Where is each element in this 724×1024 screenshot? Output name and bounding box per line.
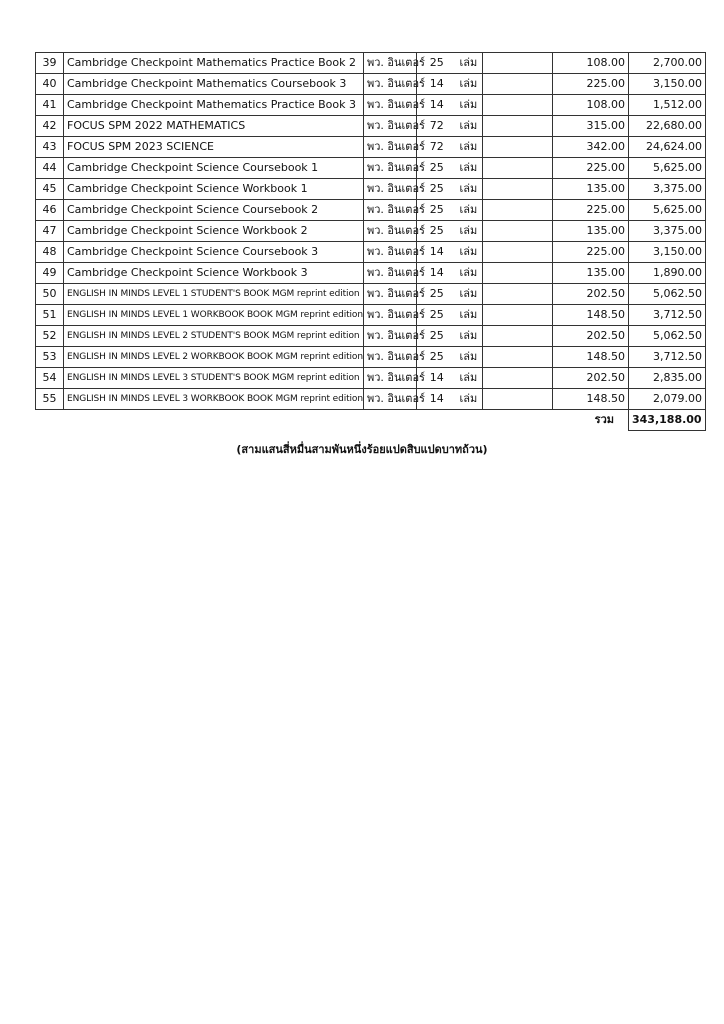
quantity: 25 <box>417 284 457 305</box>
line-amount: 3,712.50 <box>629 347 706 368</box>
row-number: 53 <box>36 347 64 368</box>
table-row <box>36 200 706 221</box>
unit-price: 135.00 <box>553 221 629 242</box>
quantity: 25 <box>417 158 457 179</box>
unit-price: 342.00 <box>553 137 629 158</box>
blank-cell <box>483 242 553 263</box>
quantity: 14 <box>417 389 457 410</box>
line-amount: 3,712.50 <box>629 305 706 326</box>
book-title: FOCUS SPM 2023 SCIENCE <box>64 137 364 158</box>
quantity: 25 <box>417 200 457 221</box>
quantity: 25 <box>417 53 457 74</box>
quantity: 25 <box>417 326 457 347</box>
blank-cell <box>483 74 553 95</box>
blank-cell <box>483 284 553 305</box>
blank-cell <box>483 200 553 221</box>
row-number: 43 <box>36 137 64 158</box>
quantity: 14 <box>417 263 457 284</box>
unit-price: 225.00 <box>553 158 629 179</box>
unit: เล่ม <box>457 95 483 116</box>
table-row <box>36 326 706 347</box>
publisher: พว. อินเตอร์ <box>364 116 417 137</box>
row-number: 39 <box>36 53 64 74</box>
blank-cell <box>483 53 553 74</box>
unit-price: 315.00 <box>553 116 629 137</box>
book-title: Cambridge Checkpoint Science Coursebook 2 <box>64 200 364 221</box>
line-amount: 3,150.00 <box>629 242 706 263</box>
publisher: พว. อินเตอร์ <box>364 347 417 368</box>
unit: เล่ม <box>457 347 483 368</box>
line-amount: 1,512.00 <box>629 95 706 116</box>
row-number: 40 <box>36 74 64 95</box>
unit-price: 225.00 <box>553 74 629 95</box>
blank-cell <box>483 137 553 158</box>
book-title: ENGLISH IN MINDS LEVEL 2 STUDENT'S BOOK MGM reprint edition <box>64 326 364 347</box>
row-number: 55 <box>36 389 64 410</box>
unit-price: 135.00 <box>553 263 629 284</box>
publisher: พว. อินเตอร์ <box>364 284 417 305</box>
table-body <box>36 53 706 410</box>
line-amount: 3,375.00 <box>629 221 706 242</box>
line-amount: 5,625.00 <box>629 158 706 179</box>
row-number: 52 <box>36 326 64 347</box>
table-row <box>36 221 706 242</box>
line-amount: 5,062.50 <box>629 284 706 305</box>
book-title: ENGLISH IN MINDS LEVEL 3 WORKBOOK BOOK MGM reprint edition <box>64 389 364 410</box>
table-row <box>36 284 706 305</box>
row-number: 54 <box>36 368 64 389</box>
unit: เล่ม <box>457 242 483 263</box>
table-row <box>36 242 706 263</box>
unit: เล่ม <box>457 326 483 347</box>
quantity: 14 <box>417 368 457 389</box>
row-number: 49 <box>36 263 64 284</box>
row-number: 51 <box>36 305 64 326</box>
publisher: พว. อินเตอร์ <box>364 389 417 410</box>
row-number: 47 <box>36 221 64 242</box>
publisher: พว. อินเตอร์ <box>364 179 417 200</box>
book-title: Cambridge Checkpoint Science Coursebook 3 <box>64 242 364 263</box>
unit-price: 135.00 <box>553 179 629 200</box>
blank-cell <box>483 116 553 137</box>
unit-price: 148.50 <box>553 347 629 368</box>
table-row <box>36 263 706 284</box>
blank-cell <box>483 368 553 389</box>
line-amount: 24,624.00 <box>629 137 706 158</box>
table-row <box>36 53 706 74</box>
quantity: 72 <box>417 116 457 137</box>
quantity: 14 <box>417 242 457 263</box>
quantity: 14 <box>417 74 457 95</box>
row-number: 41 <box>36 95 64 116</box>
unit: เล่ม <box>457 284 483 305</box>
unit: เล่ม <box>457 305 483 326</box>
table-row <box>36 368 706 389</box>
quantity: 25 <box>417 179 457 200</box>
book-title: Cambridge Checkpoint Science Workbook 2 <box>64 221 364 242</box>
blank-cell <box>483 389 553 410</box>
blank-cell <box>483 158 553 179</box>
book-title: ENGLISH IN MINDS LEVEL 1 WORKBOOK BOOK MGM reprint edition <box>64 305 364 326</box>
total-value: 343,188.00 <box>629 410 706 431</box>
line-amount: 5,625.00 <box>629 200 706 221</box>
quantity: 25 <box>417 221 457 242</box>
book-title: ENGLISH IN MINDS LEVEL 2 WORKBOOK BOOK MGM reprint edition <box>64 347 364 368</box>
publisher: พว. อินเตอร์ <box>364 305 417 326</box>
publisher: พว. อินเตอร์ <box>364 53 417 74</box>
line-amount: 22,680.00 <box>629 116 706 137</box>
publisher: พว. อินเตอร์ <box>364 221 417 242</box>
unit-price: 108.00 <box>553 95 629 116</box>
book-title: Cambridge Checkpoint Science Coursebook 1 <box>64 158 364 179</box>
table-row <box>36 179 706 200</box>
row-number: 44 <box>36 158 64 179</box>
book-title: ENGLISH IN MINDS LEVEL 3 STUDENT'S BOOK MGM reprint edition <box>64 368 364 389</box>
blank-cell <box>483 95 553 116</box>
book-title: Cambridge Checkpoint Mathematics Coursebook 3 <box>64 74 364 95</box>
line-amount: 5,062.50 <box>629 326 706 347</box>
total-label: รวม <box>594 413 614 427</box>
unit-price: 202.50 <box>553 368 629 389</box>
unit: เล่ม <box>457 221 483 242</box>
book-title: ENGLISH IN MINDS LEVEL 1 STUDENT'S BOOK MGM reprint edition <box>64 284 364 305</box>
unit: เล่ม <box>457 158 483 179</box>
publisher: พว. อินเตอร์ <box>364 368 417 389</box>
publisher: พว. อินเตอร์ <box>364 326 417 347</box>
unit-price: 148.50 <box>553 305 629 326</box>
quantity: 14 <box>417 95 457 116</box>
publisher: พว. อินเตอร์ <box>364 242 417 263</box>
publisher: พว. อินเตอร์ <box>364 137 417 158</box>
table-row <box>36 116 706 137</box>
book-list-table <box>35 52 706 431</box>
unit: เล่ม <box>457 137 483 158</box>
quantity: 25 <box>417 305 457 326</box>
row-number: 46 <box>36 200 64 221</box>
line-amount: 3,375.00 <box>629 179 706 200</box>
table-row <box>36 158 706 179</box>
unit: เล่ม <box>457 263 483 284</box>
quantity: 72 <box>417 137 457 158</box>
publisher: พว. อินเตอร์ <box>364 158 417 179</box>
row-number: 45 <box>36 179 64 200</box>
unit-price: 108.00 <box>553 53 629 74</box>
line-amount: 2,079.00 <box>629 389 706 410</box>
line-amount: 2,700.00 <box>629 53 706 74</box>
blank-cell <box>483 179 553 200</box>
publisher: พว. อินเตอร์ <box>364 74 417 95</box>
total-row <box>36 410 706 431</box>
unit-price: 225.00 <box>553 200 629 221</box>
quantity: 25 <box>417 347 457 368</box>
table-row <box>36 305 706 326</box>
unit: เล่ม <box>457 200 483 221</box>
unit: เล่ม <box>457 116 483 137</box>
unit-price: 202.50 <box>553 284 629 305</box>
line-amount: 1,890.00 <box>629 263 706 284</box>
line-amount: 2,835.00 <box>629 368 706 389</box>
book-title: FOCUS SPM 2022 MATHEMATICS <box>64 116 364 137</box>
blank-cell <box>483 347 553 368</box>
table-row <box>36 95 706 116</box>
row-number: 42 <box>36 116 64 137</box>
table-row <box>36 347 706 368</box>
publisher: พว. อินเตอร์ <box>364 263 417 284</box>
table-row <box>36 137 706 158</box>
unit: เล่ม <box>457 53 483 74</box>
table-row <box>36 74 706 95</box>
unit-price: 148.50 <box>553 389 629 410</box>
book-title: Cambridge Checkpoint Science Workbook 1 <box>64 179 364 200</box>
blank-cell <box>483 326 553 347</box>
table-row <box>36 389 706 410</box>
unit: เล่ม <box>457 368 483 389</box>
unit-price: 225.00 <box>553 242 629 263</box>
row-number: 50 <box>36 284 64 305</box>
row-number: 48 <box>36 242 64 263</box>
amount-in-words: (สามแสนสี่หมื่นสามพันหนึ่งร้อยแปดสิบแปดบาทถ้วน) <box>236 443 488 456</box>
unit: เล่ม <box>457 179 483 200</box>
line-amount: 3,150.00 <box>629 74 706 95</box>
unit: เล่ม <box>457 74 483 95</box>
unit: เล่ม <box>457 389 483 410</box>
blank-cell <box>483 305 553 326</box>
unit-price: 202.50 <box>553 326 629 347</box>
publisher: พว. อินเตอร์ <box>364 95 417 116</box>
blank-cell <box>483 263 553 284</box>
book-title: Cambridge Checkpoint Science Workbook 3 <box>64 263 364 284</box>
book-title: Cambridge Checkpoint Mathematics Practice Book 2 <box>64 53 364 74</box>
blank-cell <box>483 221 553 242</box>
book-title: Cambridge Checkpoint Mathematics Practice Book 3 <box>64 95 364 116</box>
publisher: พว. อินเตอร์ <box>364 200 417 221</box>
